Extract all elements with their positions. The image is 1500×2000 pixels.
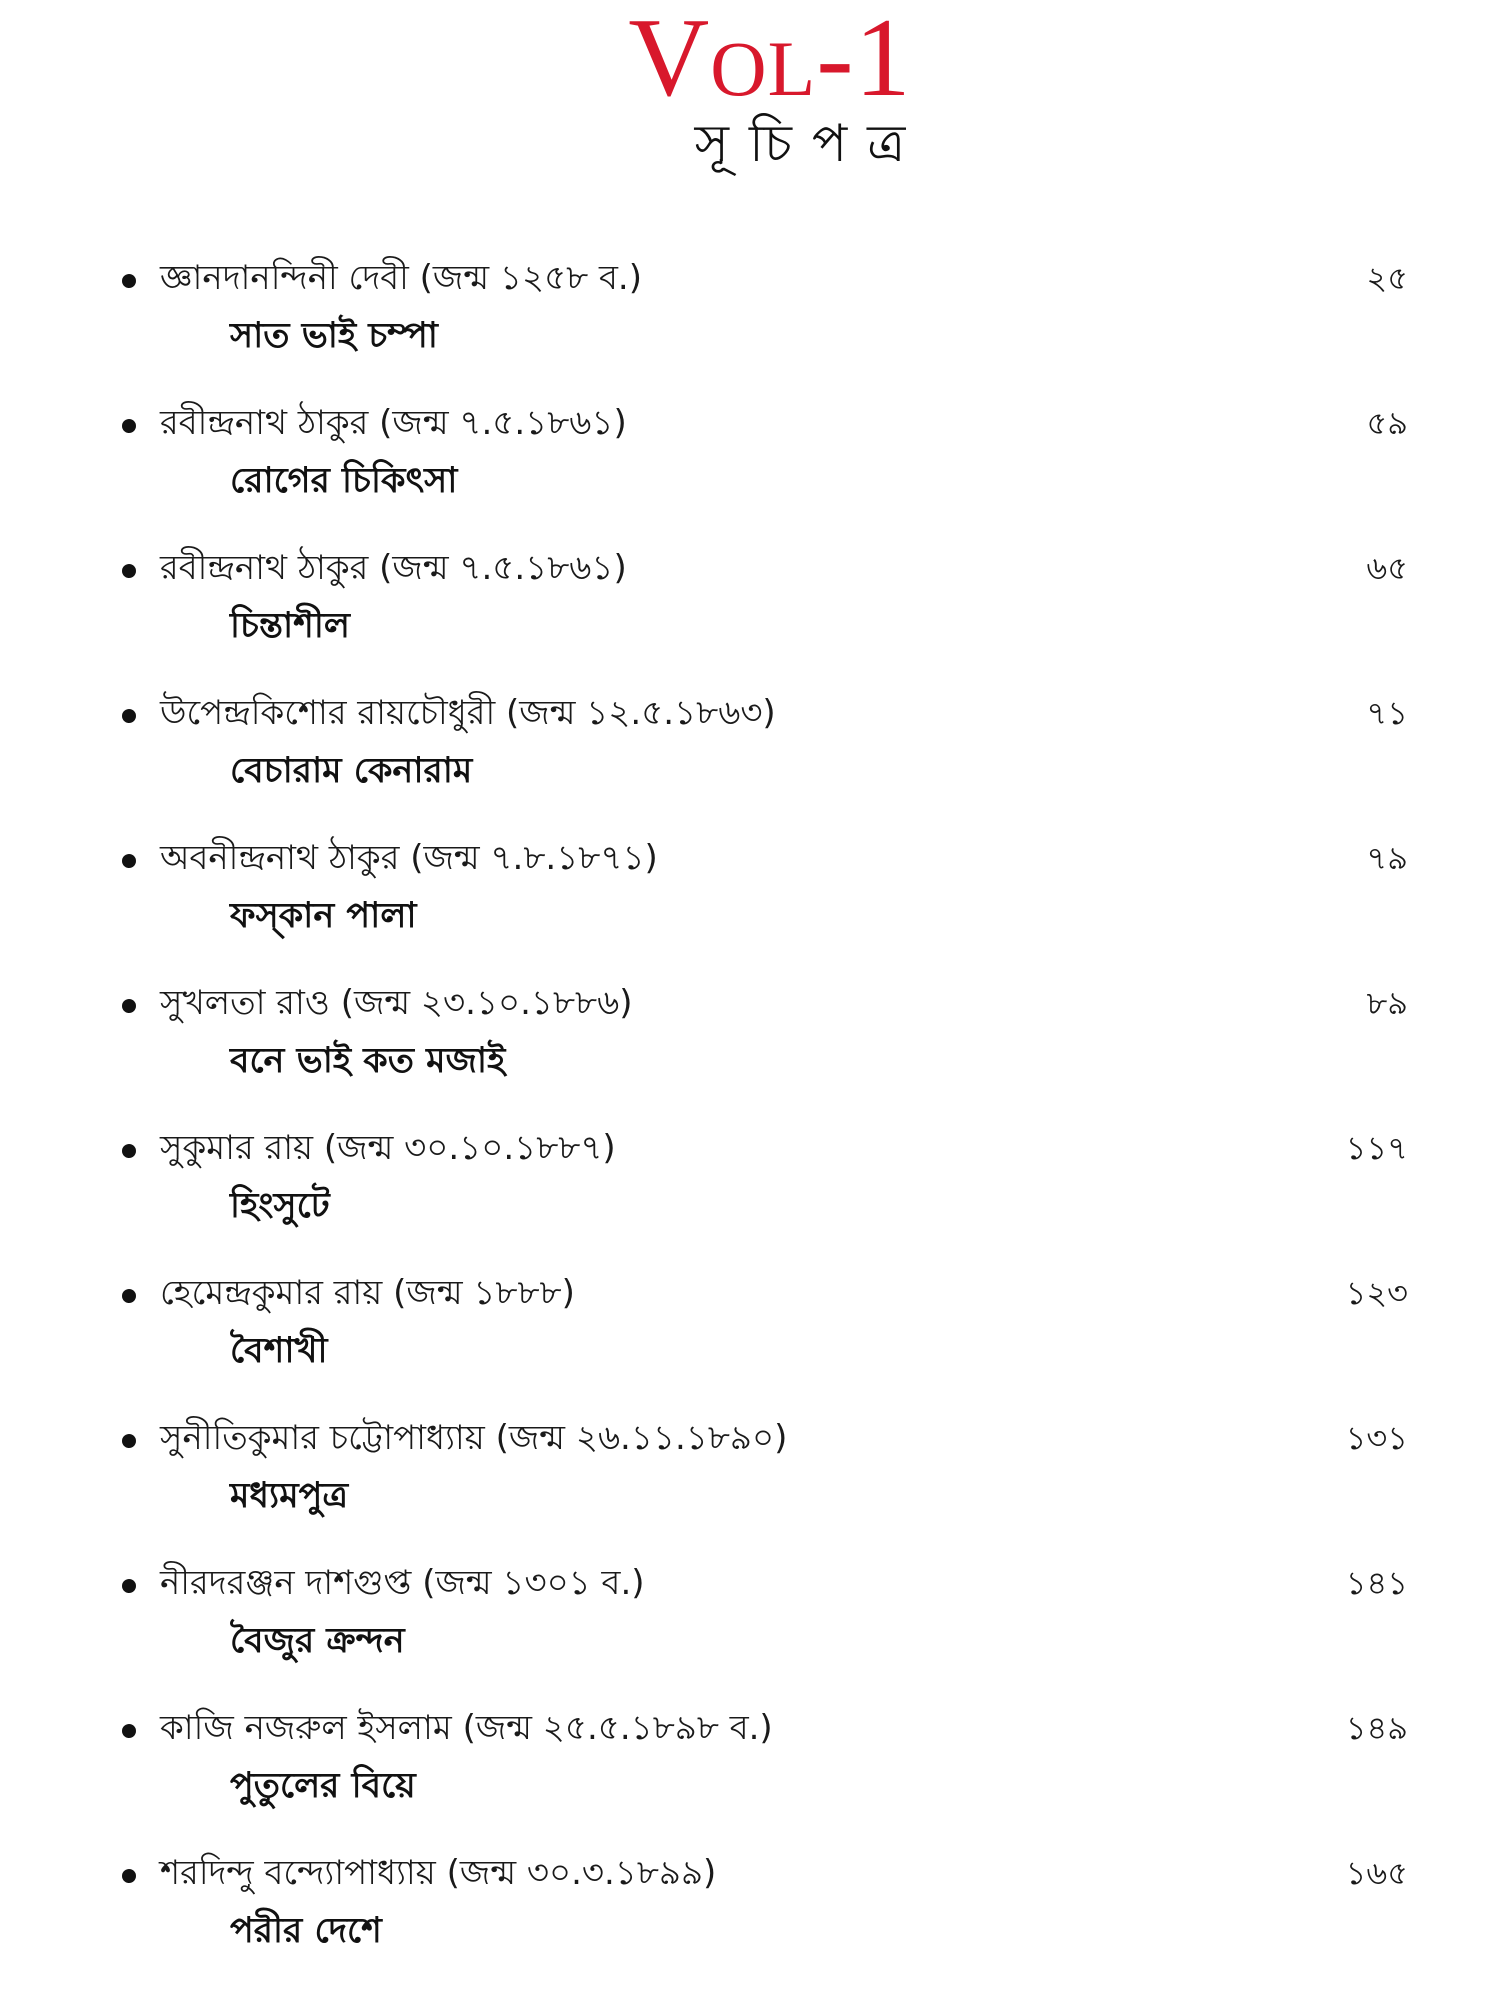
author-line <box>160 1124 616 1172</box>
toc-entry <box>118 683 1408 828</box>
page-number: ১১৭ <box>1345 1129 1408 1167</box>
author-line <box>160 1704 773 1752</box>
page-number: ১৪১ <box>1345 1564 1408 1602</box>
bullet-icon <box>122 854 136 868</box>
story-title: রোগের চিকিৎসা <box>230 461 458 501</box>
volume-title: Vol-1 <box>628 0 912 120</box>
author-name: সুনীতিকুমার চট্টোপাধ্যায় <box>160 1418 485 1458</box>
story-title: পরীর দেশে <box>230 1911 382 1951</box>
bullet-icon <box>122 1869 136 1883</box>
author-name: শরদিন্দু বন্দ্যোপাধ্যায় <box>160 1853 436 1893</box>
bullet-icon <box>122 564 136 578</box>
toc-entry <box>118 1843 1408 1988</box>
toc-entry <box>118 1553 1408 1698</box>
author-line <box>160 1414 787 1462</box>
story-title: ফস্‌কান পালা <box>230 896 417 936</box>
toc-entry <box>118 973 1408 1118</box>
page-number: ১৪৯ <box>1345 1709 1408 1747</box>
author-name: জ্ঞানদানন্দিনী দেবী <box>160 258 409 298</box>
bullet-icon <box>122 1289 136 1303</box>
author-name: কাজি নজরুল ইসলাম <box>160 1708 452 1748</box>
bullet-icon <box>122 1434 136 1448</box>
story-title: হিংসুটে <box>230 1186 330 1226</box>
author-name: উপেন্দ্রকিশোর রায়চৌধুরী <box>160 693 496 733</box>
author-line <box>160 1269 575 1317</box>
author-line <box>160 544 627 592</box>
birth-info: (জন্ম ৭.৮.১৮৭১) <box>410 838 658 878</box>
author-name: নীরদরঞ্জন দাশগুপ্ত <box>160 1563 412 1603</box>
author-line <box>160 834 658 882</box>
toc-entry <box>118 248 1408 393</box>
toc-entry <box>118 393 1408 538</box>
author-line <box>160 1559 645 1607</box>
page-number: ১২৩ <box>1345 1274 1408 1312</box>
bullet-icon <box>122 999 136 1013</box>
story-title: বেচারাম কেনারাম <box>230 751 473 791</box>
bullet-icon <box>122 1724 136 1738</box>
bullet-icon <box>122 1579 136 1593</box>
author-line <box>160 1849 716 1897</box>
page-number: ৫৯ <box>1366 404 1408 442</box>
page-number: ৮৯ <box>1366 984 1408 1022</box>
story-title: বৈজুর ক্রন্দন <box>230 1621 405 1661</box>
author-name: হেমেন্দ্রকুমার রায় <box>160 1273 383 1313</box>
author-name: সুখলতা রাও <box>160 983 330 1023</box>
bullet-icon <box>122 274 136 288</box>
author-line <box>160 979 632 1027</box>
author-name: অবনীন্দ্রনাথ ঠাকুর <box>160 838 400 878</box>
author-name: রবীন্দ্রনাথ ঠাকুর <box>160 548 369 588</box>
page-number: ২৫ <box>1366 259 1408 297</box>
story-title: বনে ভাই কত মজাই <box>230 1041 506 1081</box>
story-title: সাত ভাই চম্পা <box>230 316 438 356</box>
bullet-icon <box>122 419 136 433</box>
birth-info: (জন্ম ২৫.৫.১৮৯৮ ব.) <box>462 1708 773 1748</box>
author-line <box>160 399 627 447</box>
author-line <box>160 254 642 302</box>
toc-list <box>118 248 1408 1988</box>
page-number: ১৬৫ <box>1345 1854 1408 1892</box>
toc-entry <box>118 538 1408 683</box>
author-line <box>160 689 776 737</box>
birth-info: (জন্ম ১২.৫.১৮৬৩) <box>506 693 776 733</box>
birth-info: (জন্ম ৭.৫.১৮৬১) <box>379 548 627 588</box>
toc-entry <box>118 1698 1408 1843</box>
birth-info: (জন্ম ২৩.১০.১৮৮৬) <box>340 983 633 1023</box>
page-number: ১৩১ <box>1345 1419 1408 1457</box>
story-title: চিন্তাশীল <box>230 606 350 646</box>
author-name: সুকুমার রায় <box>160 1128 314 1168</box>
toc-heading: সূচিপত্র <box>694 114 926 174</box>
bullet-icon <box>122 709 136 723</box>
birth-info: (জন্ম ৩০.১০.১৮৮৭) <box>323 1128 616 1168</box>
toc-entry <box>118 828 1408 973</box>
birth-info: (জন্ম ১৩০১ ব.) <box>422 1563 645 1603</box>
toc-entry <box>118 1263 1408 1408</box>
author-name: রবীন্দ্রনাথ ঠাকুর <box>160 403 369 443</box>
birth-info: (জন্ম ৩০.৩.১৮৯৯) <box>446 1853 717 1893</box>
page-number: ৭১ <box>1366 694 1408 732</box>
story-title: মধ্যমপুত্র <box>230 1476 349 1516</box>
toc-entry <box>118 1118 1408 1263</box>
story-title: পুতুলের বিয়ে <box>230 1766 416 1806</box>
story-title: বৈশাখী <box>230 1331 328 1371</box>
bullet-icon <box>122 1144 136 1158</box>
birth-info: (জন্ম ১৮৮৮) <box>393 1273 575 1313</box>
birth-info: (জন্ম ১২৫৮ ব.) <box>419 258 642 298</box>
birth-info: (জন্ম ২৬.১১.১৮৯০) <box>495 1418 788 1458</box>
page-number: ৭৯ <box>1366 839 1408 877</box>
toc-entry <box>118 1408 1408 1553</box>
birth-info: (জন্ম ৭.৫.১৮৬১) <box>379 403 627 443</box>
page-number: ৬৫ <box>1366 549 1408 587</box>
